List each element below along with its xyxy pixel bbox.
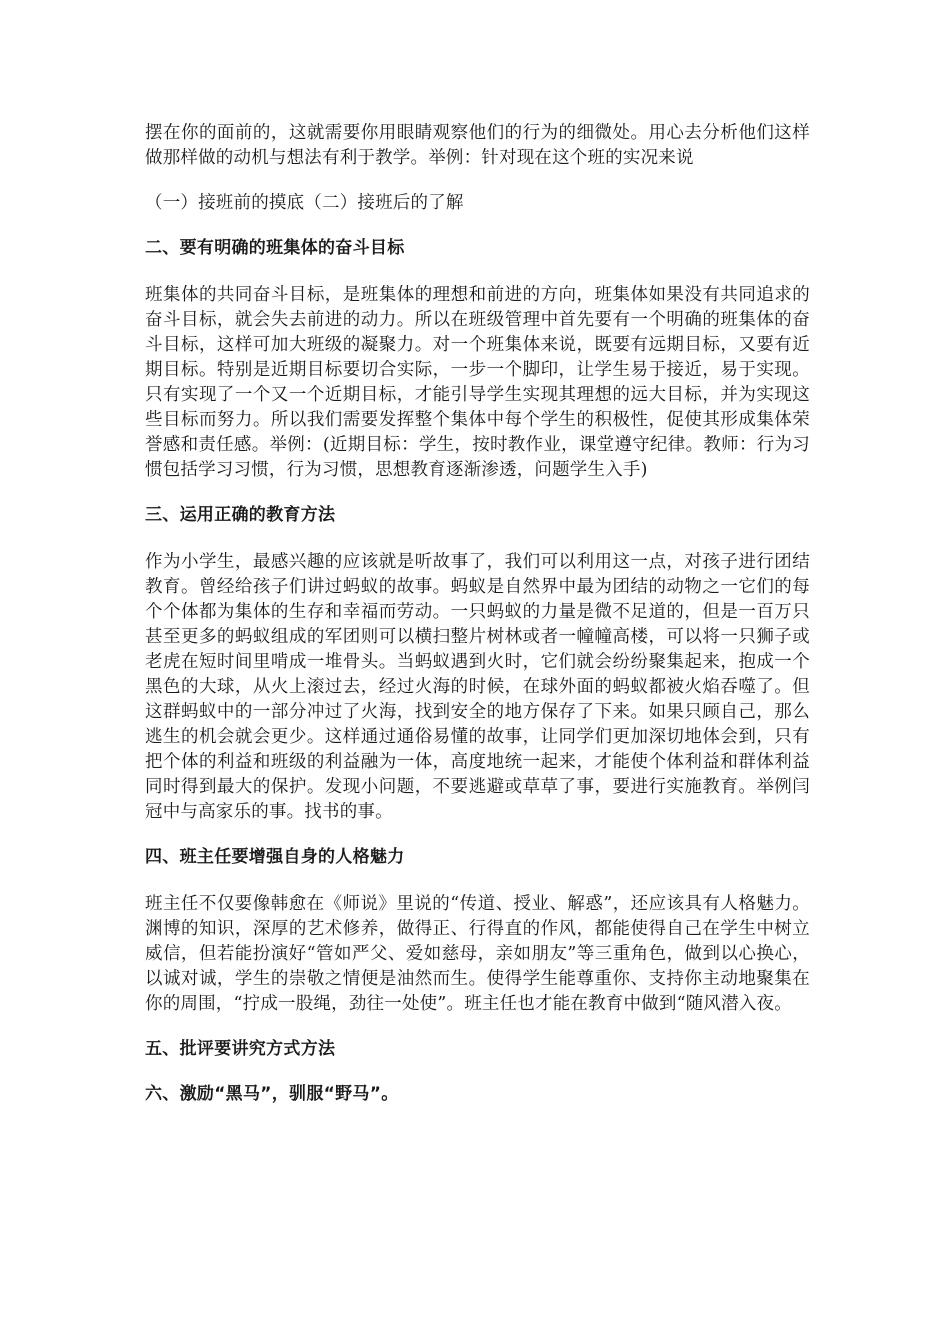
section-4-heading: 四、班主任要增强自身的人格魅力	[145, 847, 405, 867]
document-body	[145, 121, 810, 1107]
section-3-heading: 三、运用正确的教育方法	[145, 505, 336, 525]
section-2-heading: 二、要有明确的班集体的奋斗目标	[145, 238, 405, 258]
section-5-heading: 五、批评要讲究方式方法	[145, 1039, 336, 1059]
intro-paragraph: 摆在你的面前的，这就需要你用眼睛观察他们的行为的细微处。用心去分析他们这样做那样做的动机与想法有利于教学。举例：针对现在这个班的实况来说	[145, 123, 810, 168]
section-2-paragraph: 班集体的共同奋斗目标，是班集体的理想和前进的方向，班集体如果没有共同追求的奋斗目标，就会失去前进的动力。所以在班级管理中首先要有一个明确的班集体的奋斗目标，这样可加大班级的凝聚力。对一个班集体来说，既要有远期目标，又要有近期目标。特别是近期目标要切合实际，一步一个脚印，让学生易于接近，易于实现。只有实现了一个又一个近期目标，才能引导学生实现其理想的远大目标，并为实现这些目标而努力。所以我们需要发挥整个集体中每个学生的积极性，促使其形成集体荣誉感和责任感。举例：(近期目标：学生，按时教作业，课堂遵守纪律。教师：行为习惯包括学习习惯，行为习惯，思想教育逐渐渗透，问题学生入手)	[145, 285, 810, 480]
section-6-heading: 六、激励“黑马”，驯服“野马”。	[145, 1084, 399, 1104]
sub-points-line: （一）接班前的摸底（二）接班后的了解	[145, 193, 464, 213]
section-3-paragraph: 作为小学生，最感兴趣的应该就是听故事了，我们可以利用这一点，对孩子进行团结教育。曾经给孩子们讲过蚂蚁的故事。蚂蚁是自然界中最为团结的动物之一它们的每个个体都为集体的生存和幸福而劳动。一只蚂蚁的力量是微不足道的，但是一百万只甚至更多的蚂蚁组成的军团则可以横扫整片树林或者一幢幢高楼，可以将一只狮子或老虎在短时间里啃成一堆骨头。当蚂蚁遇到火时，它们就会纷纷聚集起来，抱成一个黑色的大球，从火上滚过去，经过火海的时候，在球外面的蚂蚁都被火焰吞噬了。但这群蚂蚁中的一部分冲过了火海，找到安全的地方保存了下来。如果只顾自己，那么逃生的机会就会更少。这样通过通俗易懂的故事，让同学们更加深切地体会到，只有把个体的利益和班级的利益融为一体，高度地统一起来，才能使个体利益和群体利益同时得到最大的保护。发现小问题，不要逃避或草草了事，要进行实施教育。举例闫冠中与高家乐的事。找书的事。	[145, 552, 810, 822]
section-4-paragraph: 班主任不仅要像韩愈在《师说》里说的“传道、授业、解惑”，还应该具有人格魅力。渊博的知识，深厚的艺术修养，做得正、行得直的作风，都能使得自己在学生中树立威信，但若能扮演好“管如严父、爱如慈母，亲如朋友”等三重角色，做到以心换心，以诚对诚，学生的崇敬之情便是油然而生。使得学生能尊重你、支持你主动地聚集在你的周围，“拧成一股绳，劲往一处使”。班主任也才能在教育中做到“随风潜入夜。	[145, 894, 810, 1014]
